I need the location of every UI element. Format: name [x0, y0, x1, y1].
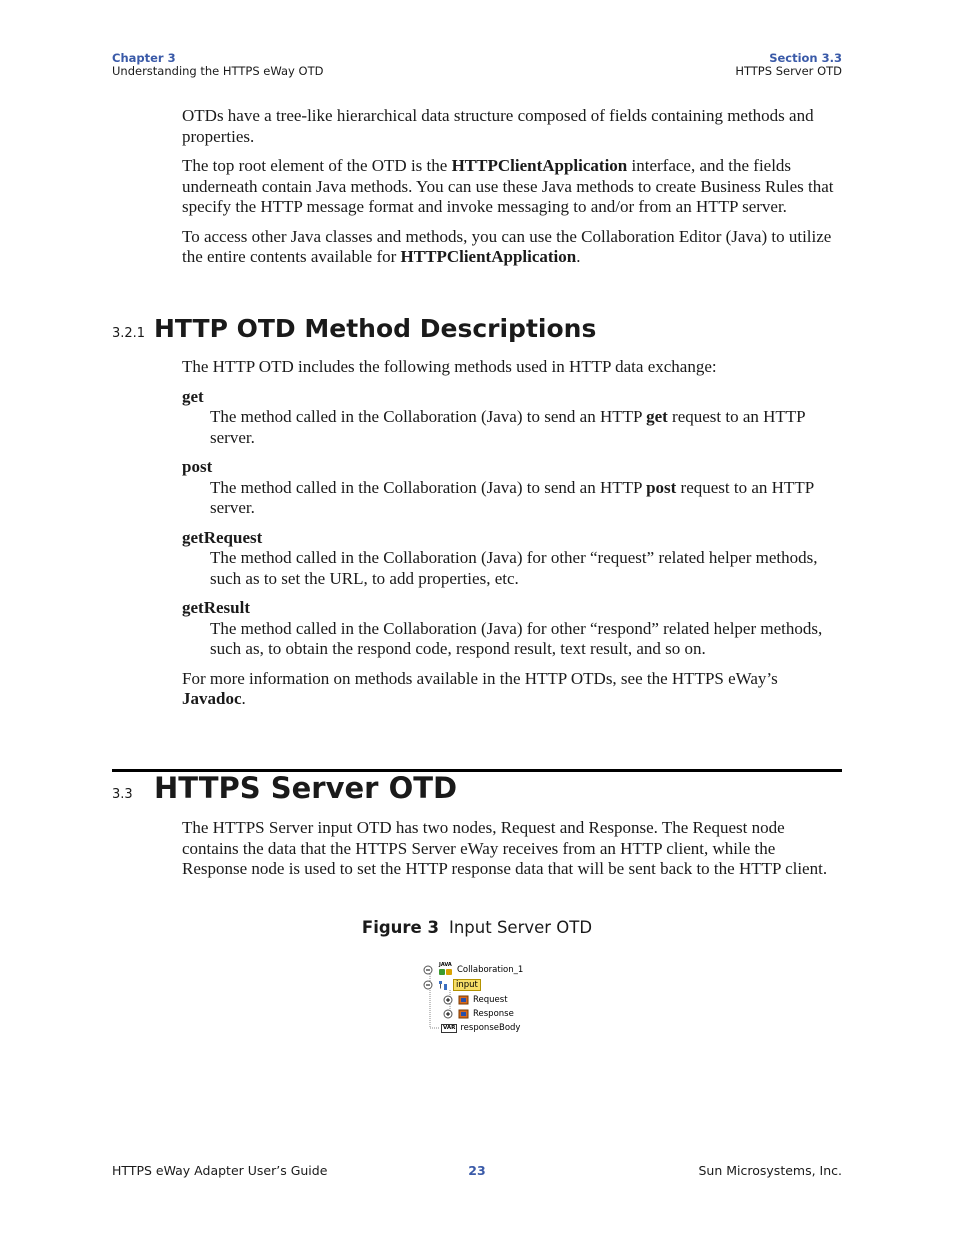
- otd-tree-figure: [420, 960, 535, 1040]
- methods-lead: The HTTP OTD includes the following methods used in HTTP data exchange:: [182, 357, 717, 376]
- expand-toggle-icon[interactable]: [443, 995, 455, 1005]
- p2-text-a: The top root element of the OTD is the: [182, 156, 452, 175]
- def-text-a: The method called in the Collaboration (Java) to send an HTTP: [210, 477, 647, 497]
- method-item-post: [182, 457, 842, 519]
- tree-node-request: Request: [473, 995, 508, 1005]
- footer-company: Sun Microsystems, Inc.: [698, 1163, 842, 1178]
- footer-page-number: 23: [468, 1163, 486, 1178]
- method-descriptions: [182, 357, 842, 710]
- tree-node-response-body: responseBody: [460, 1023, 521, 1033]
- method-definition: The method called in the Collaboration (Java) for other “request” related helper methods, such as to set the URL, to add properties, etc.: [210, 548, 818, 588]
- expand-toggle-icon[interactable]: [443, 1009, 455, 1019]
- section-33-number: 3.3: [112, 787, 133, 802]
- figure-label: Figure 3: [361, 918, 439, 937]
- def-bold: post: [646, 477, 677, 497]
- tree-row-response-body[interactable]: [441, 1022, 520, 1034]
- method-definition: The method called in the Collaboration (Java) for other “respond” related helper methods, such as, to obtain the respond code, respond result, text result, and so on.: [210, 618, 823, 658]
- otd-tree-icon: [438, 980, 450, 990]
- tree-row-root[interactable]: [423, 961, 524, 976]
- tree-row-request[interactable]: [443, 994, 508, 1006]
- methods-more-info: [182, 669, 842, 710]
- more-text-b: .: [241, 689, 246, 708]
- var-icon: VAR: [443, 1024, 456, 1031]
- tree-row-input[interactable]: [423, 979, 481, 991]
- intro-text: [182, 106, 842, 268]
- page-header-left: [112, 52, 323, 78]
- page-header-right: [735, 52, 842, 78]
- section-321-number: 3.2.1: [112, 326, 146, 341]
- section-33-body: [182, 818, 842, 880]
- more-text-a: For more information on methods available in the HTTP OTDs, see the HTTPS eWay’s: [182, 668, 778, 688]
- javadoc-bold: Javadoc: [182, 689, 242, 708]
- node-object-icon: [458, 995, 470, 1005]
- method-item-get: [182, 387, 842, 449]
- p3-text-a: To access other Java classes and methods, you can use the Collaboration Editor (Java) to utilize the entire contents available for: [182, 226, 832, 266]
- section-number: Section 3.3: [769, 51, 842, 65]
- section-321-title: HTTP OTD Method Descriptions: [154, 314, 597, 343]
- p3-bold: HTTPClientApplication: [400, 247, 577, 266]
- tree-node-input: input: [453, 979, 481, 991]
- figure-caption: [0, 918, 954, 937]
- def-text-a: The method called in the Collaboration (Java) to send an HTTP: [210, 407, 647, 426]
- method-item-getrequest: [182, 528, 842, 590]
- method-term: getRequest: [182, 527, 263, 547]
- method-term: get: [182, 386, 204, 406]
- section-title: HTTPS Server OTD: [735, 64, 842, 78]
- node-object-icon: [458, 1009, 470, 1019]
- p2-text-b: interface, and the fields underneath contain Java methods. You can use these Java methods to create Business Rules that specify the HTTP message format and invoke messaging to and/or from an HTTP server.: [182, 156, 834, 216]
- method-definition: [182, 407, 842, 448]
- tree-node-collaboration: Collaboration_1: [457, 965, 524, 975]
- section-33-title: HTTPS Server OTD: [154, 771, 458, 805]
- java-collaboration-icon: [438, 961, 454, 976]
- def-text-b: request to an HTTP server.: [210, 477, 814, 517]
- expand-toggle-icon[interactable]: [423, 965, 435, 975]
- p3-text-b: .: [576, 247, 581, 266]
- intro-paragraph-3: [182, 227, 842, 268]
- def-text-b: request to an HTTP server.: [210, 407, 806, 447]
- section-33-heading: [112, 771, 842, 805]
- section-321-heading: [112, 314, 842, 343]
- figure-title: Input Server OTD: [448, 918, 593, 937]
- intro-paragraph-2: [182, 156, 842, 218]
- section-33-paragraph: The HTTPS Server input OTD has two nodes, Request and Response. The Request node contains the data that the HTTPS Server eWay receives from an HTTP client, while the Response node is used to set the HTTP response data that will be sent back to the HTTP client.: [182, 818, 828, 878]
- p2-bold: HTTPClientApplication: [451, 156, 628, 175]
- tree-row-response[interactable]: [443, 1008, 514, 1020]
- chapter-title: Understanding the HTTPS eWay OTD: [112, 64, 324, 78]
- tree-node-response: Response: [473, 1009, 514, 1019]
- intro-paragraph-1: OTDs have a tree-like hierarchical data structure composed of fields containing methods and properties.: [182, 106, 814, 146]
- expand-toggle-icon[interactable]: [423, 980, 435, 990]
- method-term: post: [182, 457, 213, 476]
- method-item-getresult: [182, 598, 842, 660]
- java-badge: JAVA: [439, 961, 452, 968]
- chapter-number: Chapter 3: [112, 51, 176, 65]
- footer-guide-title: HTTPS eWay Adapter User’s Guide: [112, 1163, 328, 1178]
- def-bold: get: [646, 407, 668, 426]
- method-definition: [182, 478, 842, 519]
- method-term: getResult: [182, 598, 250, 617]
